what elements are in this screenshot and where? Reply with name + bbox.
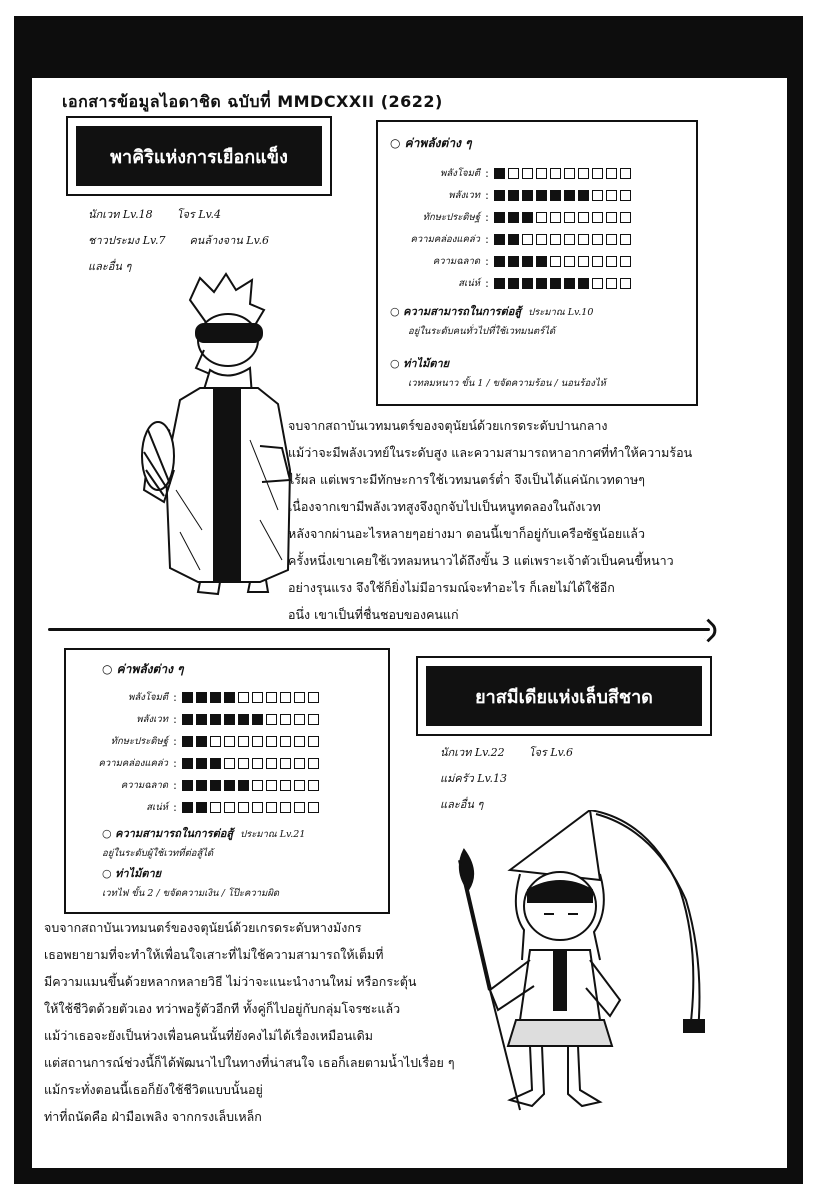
stat-cell-filled bbox=[238, 780, 249, 791]
stat-colon: : bbox=[173, 713, 177, 726]
stat-cell-filled bbox=[210, 714, 221, 725]
special-moves: ○ ท่าไม้ตาย เวทไฟ ขั้น 2 / ขจัดความเงิน / โป๊ะความผิด bbox=[102, 864, 386, 901]
stat-cell-empty bbox=[592, 256, 603, 267]
stat-label: ความคล่องแคล่ว bbox=[410, 234, 480, 245]
stat-cell-filled bbox=[536, 190, 547, 201]
bio-line: แม้ว่าเธอจะยังเป็นห่วงเพื่อนคนนั้นที่ยังคงไม่ได้เรื่องเหมือนเดิม bbox=[44, 1028, 373, 1043]
stat-cell-empty bbox=[308, 714, 319, 725]
stat-cell-filled bbox=[182, 802, 193, 813]
circle-bullet-icon: ○ bbox=[390, 136, 405, 150]
stat-meter bbox=[182, 802, 319, 813]
stat-cell-empty bbox=[266, 802, 277, 813]
stat-cell-empty bbox=[550, 212, 561, 223]
role: และอื่น ๆ bbox=[88, 260, 132, 273]
stat-colon: : bbox=[485, 211, 489, 224]
stat-row bbox=[388, 210, 631, 225]
stat-meter bbox=[182, 780, 319, 791]
character-2-illustration bbox=[450, 810, 740, 1120]
stat-cell-empty bbox=[578, 168, 589, 179]
stat-label: ความฉลาด bbox=[432, 256, 480, 267]
bio-line: มีความแมนขึ้นด้วยหลากหลายวิธี ไม่ว่าจะแนะนำงานใหม่ หรือกระตุ้น bbox=[44, 974, 417, 989]
special-moves: ○ ท่าไม้ตาย เวทลมหนาว ขั้น 1 / ขจัดความร้อน / นอนร้องไห้ bbox=[390, 354, 690, 391]
stat-cell-filled bbox=[564, 190, 575, 201]
stat-cell-filled bbox=[210, 780, 221, 791]
stat-cell-filled bbox=[182, 758, 193, 769]
stat-row bbox=[76, 690, 319, 705]
stat-cell-empty bbox=[280, 758, 291, 769]
stat-cell-empty bbox=[592, 168, 603, 179]
stat-row bbox=[76, 712, 319, 727]
stat-cell-empty bbox=[266, 736, 277, 747]
stat-cell-empty bbox=[252, 758, 263, 769]
stat-cell-empty bbox=[606, 190, 617, 201]
stat-cell-empty bbox=[252, 736, 263, 747]
role-row bbox=[88, 202, 269, 228]
special-moves-list: เวทลมหนาว ขั้น 1 / ขจัดความร้อน / นอนร้องไห้ bbox=[408, 378, 606, 389]
stat-cell-empty bbox=[308, 802, 319, 813]
stat-cell-empty bbox=[536, 168, 547, 179]
stat-cell-filled bbox=[578, 278, 589, 289]
stat-cell-empty bbox=[550, 256, 561, 267]
stat-colon: : bbox=[173, 735, 177, 748]
document-title: เอกสารข้อมูลไอดาชิด ฉบับที่ MMDCXXII (2622) bbox=[62, 92, 443, 111]
stat-cell-filled bbox=[224, 714, 235, 725]
stat-cell-filled bbox=[210, 692, 221, 703]
stat-cell-empty bbox=[252, 802, 263, 813]
stat-label: ทักษะประดิษฐ์ bbox=[422, 212, 480, 223]
stat-cell-empty bbox=[564, 234, 575, 245]
stat-meter bbox=[494, 190, 631, 201]
stat-cell-filled bbox=[522, 190, 533, 201]
bio-line: แต่สถานการณ์ช่วงนี้ก็ได้พัฒนาไปในทางที่น่าสนใจ เธอก็เลยตามน้ำไปเรื่อย ๆ bbox=[44, 1055, 455, 1070]
bio-line: จบจากสถาบันเวทมนตร์ของจตุนัยน์ด้วยเกรดระดับปานกลาง bbox=[288, 418, 608, 433]
stat-cell-empty bbox=[606, 168, 617, 179]
stat-cell-filled bbox=[550, 190, 561, 201]
stat-meter bbox=[494, 212, 631, 223]
stat-cell-filled bbox=[182, 736, 193, 747]
circle-bullet-icon: ○ bbox=[102, 827, 116, 840]
stat-cell-empty bbox=[210, 736, 221, 747]
stat-cell-empty bbox=[252, 692, 263, 703]
stat-row bbox=[388, 254, 631, 269]
stat-cell-filled bbox=[238, 714, 249, 725]
bio-line: เนื่องจากเขามีพลังเวทสูงจึงถูกจับไปเป็นหนูทดลองในถังเวท bbox=[288, 499, 601, 514]
stat-cell-filled bbox=[508, 256, 519, 267]
stat-cell-filled bbox=[224, 692, 235, 703]
bio-line: อย่างรุนแรง จึงใช้ก็ยิ่งไม่มีอารมณ์จะทำอะไร ก็เลยไม่ได้ใช้อีก bbox=[288, 580, 615, 595]
character-2-stats-box bbox=[64, 648, 390, 914]
stat-cell-empty bbox=[280, 780, 291, 791]
stat-row bbox=[76, 778, 319, 793]
stat-cell-empty bbox=[266, 758, 277, 769]
stat-cell-filled bbox=[252, 714, 263, 725]
stat-row bbox=[76, 734, 319, 749]
stat-cell-empty bbox=[606, 256, 617, 267]
stat-cell-empty bbox=[238, 758, 249, 769]
bio-line: ให้ใช้ชีวิตด้วยตัวเอง ทว่าพอรู้ตัวอีกที ทั้งคู่ก็ไปอยู่กับกลุ่มโจรซะแล้ว bbox=[44, 1001, 401, 1016]
role: โจร Lv.4 bbox=[176, 208, 222, 221]
stat-row bbox=[388, 276, 631, 291]
stat-cell-empty bbox=[252, 780, 263, 791]
stat-row bbox=[76, 800, 319, 815]
stat-cell-empty bbox=[210, 802, 221, 813]
stat-cell-empty bbox=[620, 256, 631, 267]
stat-colon: : bbox=[485, 189, 489, 202]
stat-cell-empty bbox=[564, 168, 575, 179]
stat-row bbox=[76, 756, 319, 771]
stat-cell-empty bbox=[224, 758, 235, 769]
stat-cell-filled bbox=[564, 278, 575, 289]
stat-cell-filled bbox=[522, 278, 533, 289]
combat-ability-desc: อยู่ในระดับผู้ใช้เวทที่ต่อสู้ได้ bbox=[102, 848, 214, 859]
stat-cell-empty bbox=[266, 692, 277, 703]
stat-cell-empty bbox=[238, 692, 249, 703]
bio-line: แม้ว่าจะมีพลังเวทย์ในระดับสูง และความสามารถหาอากาศที่ทำให้ความร้อน bbox=[288, 445, 693, 460]
combat-ability: ○ ความสามารถในการต่อสู้ ประมาณ Lv.21 อยู่ในระดับผู้ใช้เวทที่ต่อสู้ได้ bbox=[102, 824, 386, 861]
stat-cell-filled bbox=[536, 278, 547, 289]
stat-cell-filled bbox=[494, 168, 505, 179]
role: ชาวประมง Lv.7 bbox=[88, 234, 166, 247]
stat-cell-filled bbox=[196, 736, 207, 747]
stat-cell-filled bbox=[182, 780, 193, 791]
stat-cell-filled bbox=[522, 212, 533, 223]
circle-bullet-icon: ○ bbox=[102, 867, 116, 880]
bio-line: ท่าที่ถนัดคือ ฝ่ามือเพลิง จากกรงเล็บเหล็ก bbox=[44, 1109, 262, 1124]
stat-cell-filled bbox=[508, 278, 519, 289]
stat-cell-empty bbox=[578, 256, 589, 267]
character-1-illustration bbox=[140, 270, 300, 600]
stat-cell-empty bbox=[578, 234, 589, 245]
stat-colon: : bbox=[173, 757, 177, 770]
stat-row bbox=[388, 166, 631, 181]
role-row bbox=[88, 228, 269, 254]
stat-label: ความคล่องแคล่ว bbox=[98, 758, 168, 769]
role: และอื่น ๆ bbox=[440, 798, 484, 811]
stat-cell-empty bbox=[294, 802, 305, 813]
stat-colon: : bbox=[173, 801, 177, 814]
stat-colon: : bbox=[485, 277, 489, 290]
combat-ability: ○ ความสามารถในการต่อสู้ ประมาณ Lv.10 อยู่ในระดับคนทั่วไปที่ใช้เวทมนตร์ได้ bbox=[390, 302, 690, 339]
character-2-name: ยาสมีเดียแห่งเล็บสีชาด bbox=[426, 666, 702, 726]
stat-cell-empty bbox=[294, 714, 305, 725]
stats-title: ○ ค่าพลังต่าง ๆ bbox=[102, 662, 184, 676]
stat-cell-empty bbox=[280, 736, 291, 747]
stat-cell-empty bbox=[564, 212, 575, 223]
stat-cell-empty bbox=[294, 780, 305, 791]
character-2-roles bbox=[440, 740, 573, 818]
stat-cell-empty bbox=[308, 780, 319, 791]
role-row bbox=[440, 766, 573, 792]
stat-meter bbox=[494, 168, 631, 179]
bio-line: ไร้ผล แต่เพราะมีทักษะการใช้เวทมนตร์ต่ำ จึงเป็นได้แค่นักเวทดาษๆ bbox=[288, 472, 645, 487]
stat-cell-filled bbox=[182, 714, 193, 725]
stat-cell-empty bbox=[620, 278, 631, 289]
stat-label: ความฉลาด bbox=[120, 780, 168, 791]
stat-cell-filled bbox=[578, 190, 589, 201]
role: คนล้างจาน Lv.6 bbox=[189, 234, 269, 247]
stat-cell-empty bbox=[536, 212, 547, 223]
stat-cell-empty bbox=[294, 692, 305, 703]
bio-line: หลังจากผ่านอะไรหลายๆอย่างมา ตอนนี้เขาก็อยู่กับเครือซัฐน้อยแล้ว bbox=[288, 526, 645, 541]
stat-cell-empty bbox=[536, 234, 547, 245]
stat-colon: : bbox=[485, 255, 489, 268]
stat-cell-empty bbox=[308, 692, 319, 703]
stat-cell-filled bbox=[494, 234, 505, 245]
circle-bullet-icon: ○ bbox=[102, 662, 117, 676]
stat-cell-filled bbox=[508, 234, 519, 245]
stat-cell-filled bbox=[494, 256, 505, 267]
stat-cell-empty bbox=[280, 802, 291, 813]
stat-cell-filled bbox=[196, 714, 207, 725]
stat-meter bbox=[182, 758, 319, 769]
stat-cell-empty bbox=[564, 256, 575, 267]
stat-cell-empty bbox=[606, 234, 617, 245]
stat-cell-filled bbox=[508, 190, 519, 201]
character-2-bio bbox=[44, 914, 455, 1130]
character-1-name: พาคิริแห่งการเยือกแข็ง bbox=[76, 126, 322, 186]
stat-cell-empty bbox=[238, 802, 249, 813]
stat-row bbox=[388, 188, 631, 203]
stat-label: ทักษะประดิษฐ์ bbox=[110, 736, 168, 747]
stat-cell-empty bbox=[620, 168, 631, 179]
stat-cell-filled bbox=[210, 758, 221, 769]
role: นักเวท Lv.18 bbox=[88, 208, 153, 221]
stat-meter bbox=[182, 736, 319, 747]
stat-cell-filled bbox=[494, 212, 505, 223]
stat-label: สเน่ห์ bbox=[146, 802, 168, 813]
bio-line: ครั้งหนึ่งเขาเคยใช้เวทลมหนาวได้ถึงขั้น 3 แต่เพราะเจ้าตัวเป็นคนขี้หนาว bbox=[288, 553, 674, 568]
stat-cell-empty bbox=[522, 168, 533, 179]
stat-meter bbox=[494, 256, 631, 267]
stat-colon: : bbox=[485, 167, 489, 180]
stat-cell-filled bbox=[196, 780, 207, 791]
character-1-roles bbox=[88, 202, 269, 280]
stat-cell-filled bbox=[182, 692, 193, 703]
stat-meter bbox=[182, 692, 319, 703]
stat-cell-empty bbox=[238, 736, 249, 747]
role: แม่ครัว Lv.13 bbox=[440, 772, 507, 785]
stat-cell-empty bbox=[592, 278, 603, 289]
stat-cell-empty bbox=[308, 758, 319, 769]
stat-meter bbox=[494, 278, 631, 289]
stat-cell-empty bbox=[522, 234, 533, 245]
character-2-name-plate bbox=[416, 656, 712, 736]
section-divider bbox=[48, 628, 710, 631]
stat-meter bbox=[494, 234, 631, 245]
character-1-stats-box bbox=[376, 120, 698, 406]
stat-cell-empty bbox=[620, 234, 631, 245]
stat-label: พลังโจมตี bbox=[440, 168, 480, 179]
stat-cell-empty bbox=[620, 190, 631, 201]
stat-cell-empty bbox=[592, 212, 603, 223]
stat-label: พลังเวท bbox=[448, 190, 480, 201]
combat-ability-desc: อยู่ในระดับคนทั่วไปที่ใช้เวทมนตร์ได้ bbox=[408, 326, 556, 337]
stat-cell-filled bbox=[494, 190, 505, 201]
stat-cell-filled bbox=[224, 780, 235, 791]
stat-cell-empty bbox=[606, 212, 617, 223]
stat-cell-empty bbox=[224, 736, 235, 747]
stat-cell-empty bbox=[606, 278, 617, 289]
stat-cell-filled bbox=[196, 758, 207, 769]
stat-label: สเน่ห์ bbox=[458, 278, 480, 289]
stat-cell-empty bbox=[592, 190, 603, 201]
special-moves-list: เวทไฟ ขั้น 2 / ขจัดความเงิน / โป๊ะความผิด bbox=[102, 888, 280, 899]
stat-colon: : bbox=[173, 691, 177, 704]
stat-cell-filled bbox=[196, 802, 207, 813]
bio-line: จบจากสถาบันเวทมนตร์ของจตุนัยน์ด้วยเกรดระดับหางมังกร bbox=[44, 920, 362, 935]
stat-cell-empty bbox=[294, 758, 305, 769]
circle-bullet-icon: ○ bbox=[390, 357, 404, 370]
stat-cell-empty bbox=[550, 168, 561, 179]
role: นักเวท Lv.22 bbox=[440, 746, 505, 759]
stats-title: ○ ค่าพลังต่าง ๆ bbox=[390, 136, 472, 150]
circle-bullet-icon: ○ bbox=[390, 305, 404, 318]
stat-cell-empty bbox=[508, 168, 519, 179]
stat-cell-filled bbox=[550, 278, 561, 289]
stat-cell-empty bbox=[266, 714, 277, 725]
stat-cell-empty bbox=[280, 692, 291, 703]
bio-line: เธอพยายามที่จะทำให้เพื่อนใจเสาะที่ไม่ใช้ความสามารถให้เต็มที่ bbox=[44, 947, 384, 962]
stat-cell-empty bbox=[308, 736, 319, 747]
role: โจร Lv.6 bbox=[528, 746, 574, 759]
character-1-bio bbox=[288, 412, 692, 628]
stat-colon: : bbox=[485, 233, 489, 246]
stat-label: พลังโจมตี bbox=[128, 692, 168, 703]
stat-cell-empty bbox=[620, 212, 631, 223]
stat-cell-empty bbox=[266, 780, 277, 791]
stat-cell-filled bbox=[196, 692, 207, 703]
stat-cell-empty bbox=[294, 736, 305, 747]
stat-meter bbox=[182, 714, 319, 725]
bio-line: แม้กระทั่งตอนนี้เธอก็ยังใช้ชีวิตแบบนั้นอยู่ bbox=[44, 1082, 263, 1097]
stat-cell-filled bbox=[508, 212, 519, 223]
stat-colon: : bbox=[173, 779, 177, 792]
stat-cell-filled bbox=[494, 278, 505, 289]
role-row bbox=[440, 740, 573, 766]
character-1-name-plate bbox=[66, 116, 332, 196]
stat-cell-empty bbox=[280, 714, 291, 725]
stat-cell-empty bbox=[224, 802, 235, 813]
stat-cell-empty bbox=[550, 234, 561, 245]
stat-cell-empty bbox=[578, 212, 589, 223]
stat-label: พลังเวท bbox=[136, 714, 168, 725]
stat-cell-filled bbox=[536, 256, 547, 267]
stat-row bbox=[388, 232, 631, 247]
stat-cell-filled bbox=[522, 256, 533, 267]
bio-line: อนึ่ง เขาเป็นที่ชื่นชอบของคนแก่ bbox=[288, 607, 459, 622]
stat-cell-empty bbox=[592, 234, 603, 245]
